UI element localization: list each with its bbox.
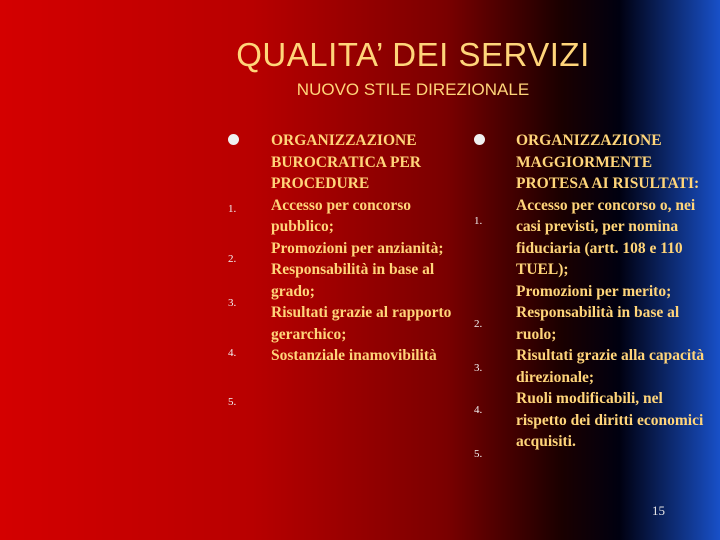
right-list-item: Ruoli modificabili, nel rispetto dei diritti economici acquisiti. bbox=[516, 390, 704, 450]
left-column-heading: ORGANIZZAZIONE BUROCRATICA PER PROCEDURE bbox=[271, 132, 421, 192]
right-item-number: 5. bbox=[474, 448, 483, 460]
page-number: 15 bbox=[652, 503, 665, 518]
left-list-item: Responsabilità in base al grado; bbox=[271, 261, 435, 300]
left-item-number: 1. bbox=[228, 203, 237, 215]
right-list-item: Risultati grazie alla capacità direzionale; bbox=[516, 347, 705, 386]
left-list-item: Promozioni per anzianità; bbox=[271, 239, 444, 257]
left-list-item: Sostanziale inamovibilità bbox=[271, 347, 437, 364]
right-item-number: 3. bbox=[474, 362, 483, 374]
right-list-item: Responsabilità in base al ruolo; bbox=[516, 304, 680, 343]
right-list-item: Accesso per concorso o, nei casi previsti, per nomina fiduciaria (artt. 108 e 110 TUEL); bbox=[516, 196, 696, 278]
left-list-item: Accesso per concorso pubblico; bbox=[271, 196, 412, 235]
right-column-heading: ORGANIZZAZIONE MAGGIORMENTE PROTESA AI RISULTATI: bbox=[516, 132, 700, 192]
left-list-item: Risultati grazie al rapporto gerarchico; bbox=[271, 304, 452, 343]
right-item-number: 1. bbox=[474, 215, 483, 227]
left-column bbox=[271, 130, 461, 367]
left-item-number: 3. bbox=[228, 297, 237, 309]
bullet-dot-icon bbox=[474, 134, 485, 145]
slide-subtitle: NUOVO STILE DIREZIONALE bbox=[296, 80, 530, 99]
left-item-number: 5. bbox=[228, 396, 237, 408]
right-item-number: 2. bbox=[474, 318, 483, 330]
slide-title: QUALITA’ DEI SERVIZI bbox=[236, 36, 590, 73]
right-item-number: 4. bbox=[474, 404, 483, 416]
right-column bbox=[516, 130, 711, 453]
left-item-number: 4. bbox=[228, 347, 237, 359]
right-list-item: Promozioni per merito; bbox=[516, 282, 672, 300]
bullet-dot-icon bbox=[228, 134, 239, 145]
left-item-number: 2. bbox=[228, 253, 237, 265]
